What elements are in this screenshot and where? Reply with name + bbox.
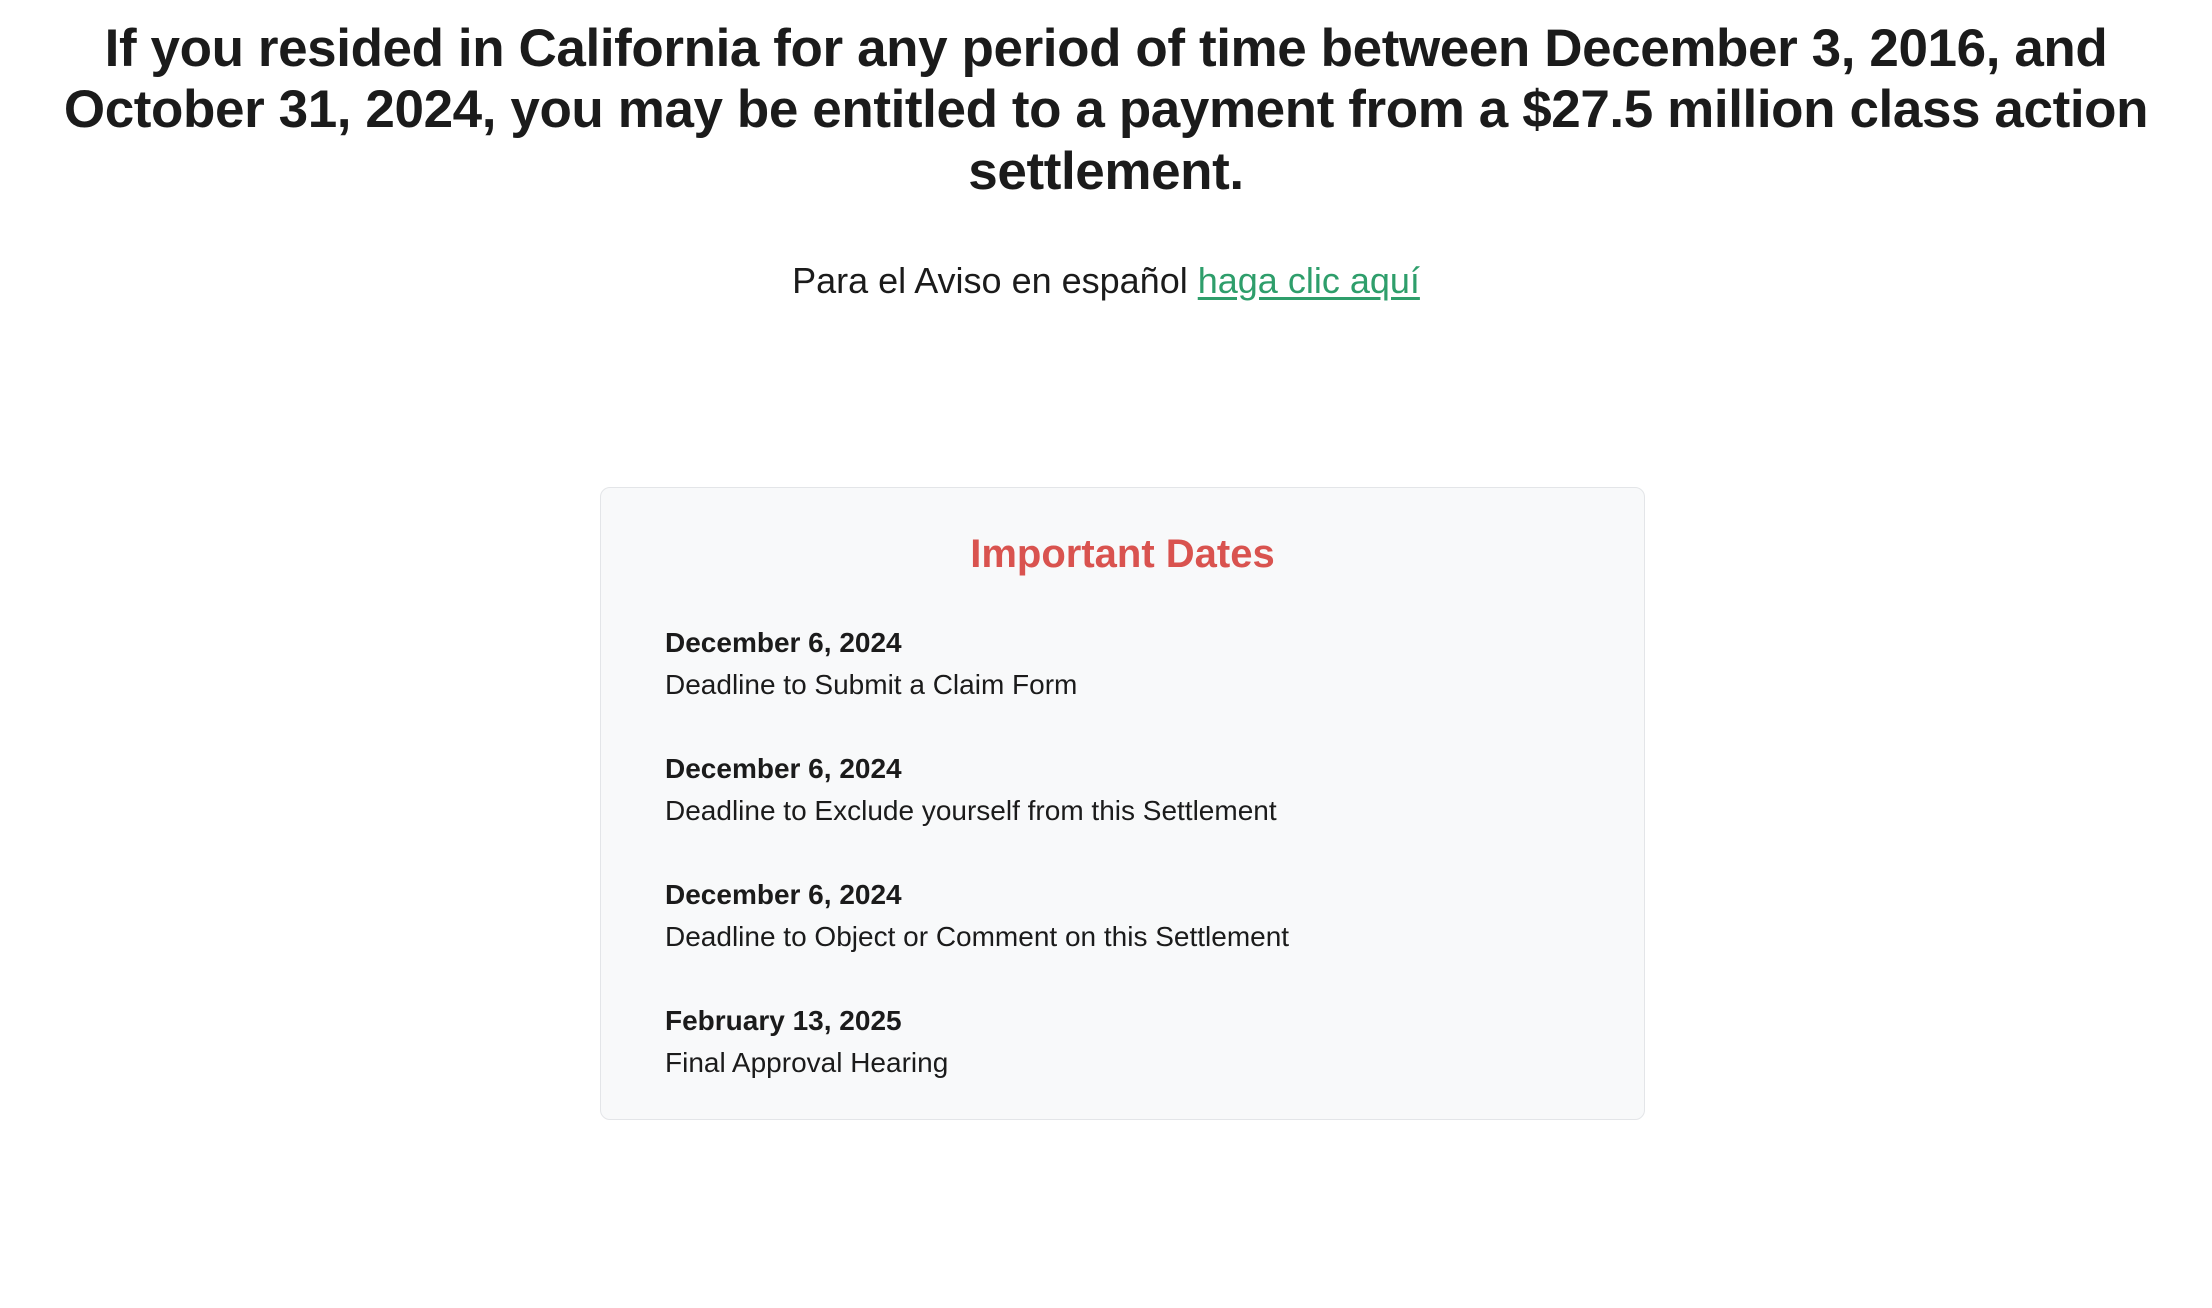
list-item	[601, 1005, 1644, 1079]
date-label: December 6, 2024	[665, 753, 902, 784]
date-label: December 6, 2024	[665, 627, 902, 658]
list-item	[601, 753, 1644, 827]
spanish-notice-link[interactable]: haga clic aquí	[1197, 260, 1420, 302]
date-description: Deadline to Exclude yourself from this Settlement	[665, 795, 1277, 826]
list-item	[601, 627, 1644, 701]
list-item	[601, 879, 1644, 953]
important-dates-card	[600, 487, 1645, 1120]
date-label: December 6, 2024	[665, 879, 902, 910]
spanish-notice-prefix: Para el Aviso en español	[792, 260, 1198, 302]
spanish-notice-line	[0, 260, 2212, 302]
date-description: Final Approval Hearing	[665, 1047, 949, 1078]
date-description: Deadline to Submit a Claim Form	[665, 669, 1078, 700]
page-title: If you resided in California for any period of time between December 3, 2016, and October 31, 2024, you may be entitled to a payment from a $27.5 million class action settlement.	[63, 19, 2149, 201]
date-description: Deadline to Object or Comment on this Settlement	[665, 921, 1290, 952]
important-dates-title: Important Dates	[970, 532, 1275, 576]
date-label: February 13, 2025	[665, 1005, 902, 1036]
